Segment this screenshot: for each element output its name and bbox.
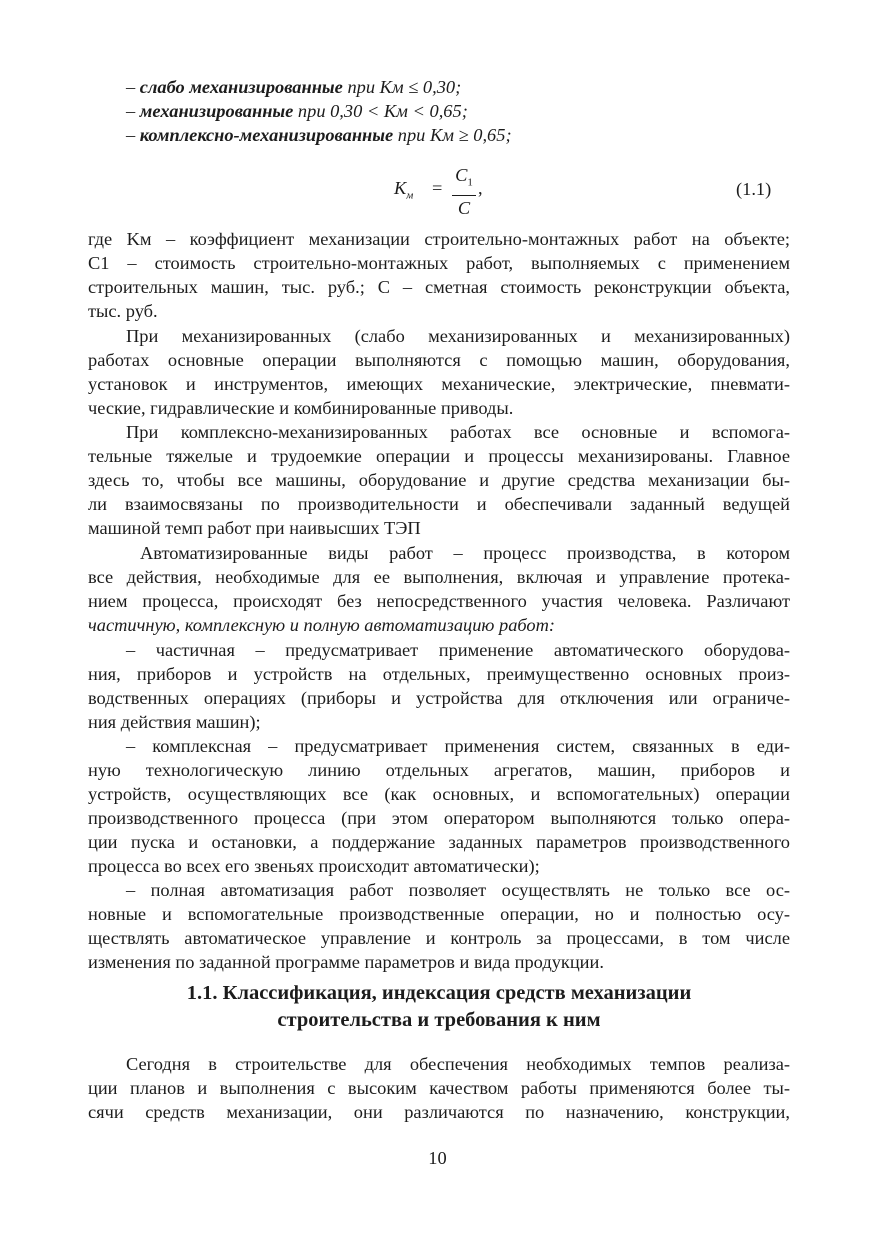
text-line: – комплексная – предусматривает применения систем, связанных в еди- <box>126 736 790 756</box>
text-line: Сегодня в строительстве для обеспечения необходимых темпов реализа- <box>126 1054 790 1074</box>
text-line: новные и вспомогательные производственные операции, но и полностью осу- <box>88 904 790 924</box>
text-line: C1 – стоимость строительно-монтажных работ, выполняемых с применением <box>88 253 790 273</box>
text-line: ли взаимосвязаны по производительности и обеспечивали заданный ведущей <box>88 494 790 514</box>
text-line: При комплексно-механизированных работах все основные и вспомога- <box>126 422 790 442</box>
text-line: тыс. руб. <box>88 301 158 321</box>
text-line: ния действия машин); <box>88 712 261 732</box>
text-line: ния, приборов и устройств на отдельных, преимущественно основных произ- <box>88 664 790 684</box>
section-heading: строительства и требования к ним <box>277 1009 601 1031</box>
bullet-weakly-mechanized: – слабо механизированные при Kм ≤ 0,30; <box>126 77 462 97</box>
text-line: машиной темп работ при наивысших ТЭП <box>88 518 421 538</box>
text-line: строительных машин, тыс. руб.; C – сметная стоимость реконструкции объекта, <box>88 277 790 297</box>
text-line: процесса во всех его звеньях происходит автоматически); <box>88 856 540 876</box>
bullet-mechanized: – механизированные при 0,30 < Kм < 0,65; <box>126 101 468 121</box>
text-line: производственного процесса (при этом оператором выполняются только опера- <box>88 808 790 828</box>
text-line: все действия, необходимые для ее выполнения, включая и управление протека- <box>88 567 790 587</box>
text-line: сячи средств механизации, они различаются по назначению, конструкции, <box>88 1102 790 1122</box>
text-line: изменения по заданной программе параметров и вида продукции. <box>88 952 604 972</box>
text-line: нием процесса, происходят без непосредственного участия человека. Различают <box>88 591 790 611</box>
section-heading: 1.1. Классификация, индексация средств механизации <box>186 982 692 1004</box>
text-line: ции планов и выполнения с высоким качеством работы применяются более ты- <box>88 1078 790 1098</box>
text-line: устройств, осуществляющих все (как основных, и вспомогательных) операции <box>88 784 790 804</box>
text-line: При механизированных (слабо механизированных и механизированных) <box>126 326 790 346</box>
text-line: установок и инструментов, имеющих механические, электрические, пневмати- <box>88 374 790 394</box>
text-line: ческие, гидравлические и комбинированные приводы. <box>88 398 514 418</box>
text-line: ную технологическую линию отдельных агрегатов, машин, приборов и <box>88 760 790 780</box>
formula-1-1: $K_м$ = $C_1$ C , <box>394 165 483 218</box>
text-line: частичную, комплексную и полную автоматизацию работ: <box>88 615 555 635</box>
text-line: где Kм – коэффициент механизации строительно-монтажных работ на объекте; <box>88 229 790 249</box>
equation-number: (1.1) <box>736 179 772 199</box>
text-line: – полная автоматизация работ позволяет осуществлять не только все ос- <box>126 880 790 900</box>
text-line: здесь то, чтобы все машины, оборудование и другие средства механизации бы- <box>88 470 790 490</box>
text-line: – частичная – предусматривает применение автоматического оборудова- <box>126 640 790 660</box>
text-line: тельные тяжелые и трудоемкие операции и процессы механизированы. Главное <box>88 446 790 466</box>
bullet-complex-mechanized: – комплексно-механизированные при Kм ≥ 0,65; <box>126 125 512 145</box>
text-line: ции пуска и остановки, а поддержание заданных параметров производственного <box>88 832 790 852</box>
page-number: 10 <box>428 1148 447 1168</box>
text-line: водственных операциях (приборы и устройства для отключения или ограниче- <box>88 688 790 708</box>
text-line: работах основные операции выполняются с помощью машин, оборудования, <box>88 350 790 370</box>
text-line: ществлять автоматическое управление и контроль за процессами, в том числе <box>88 928 790 948</box>
text-line: Автоматизированные виды работ – процесс производства, в котором <box>140 543 790 563</box>
